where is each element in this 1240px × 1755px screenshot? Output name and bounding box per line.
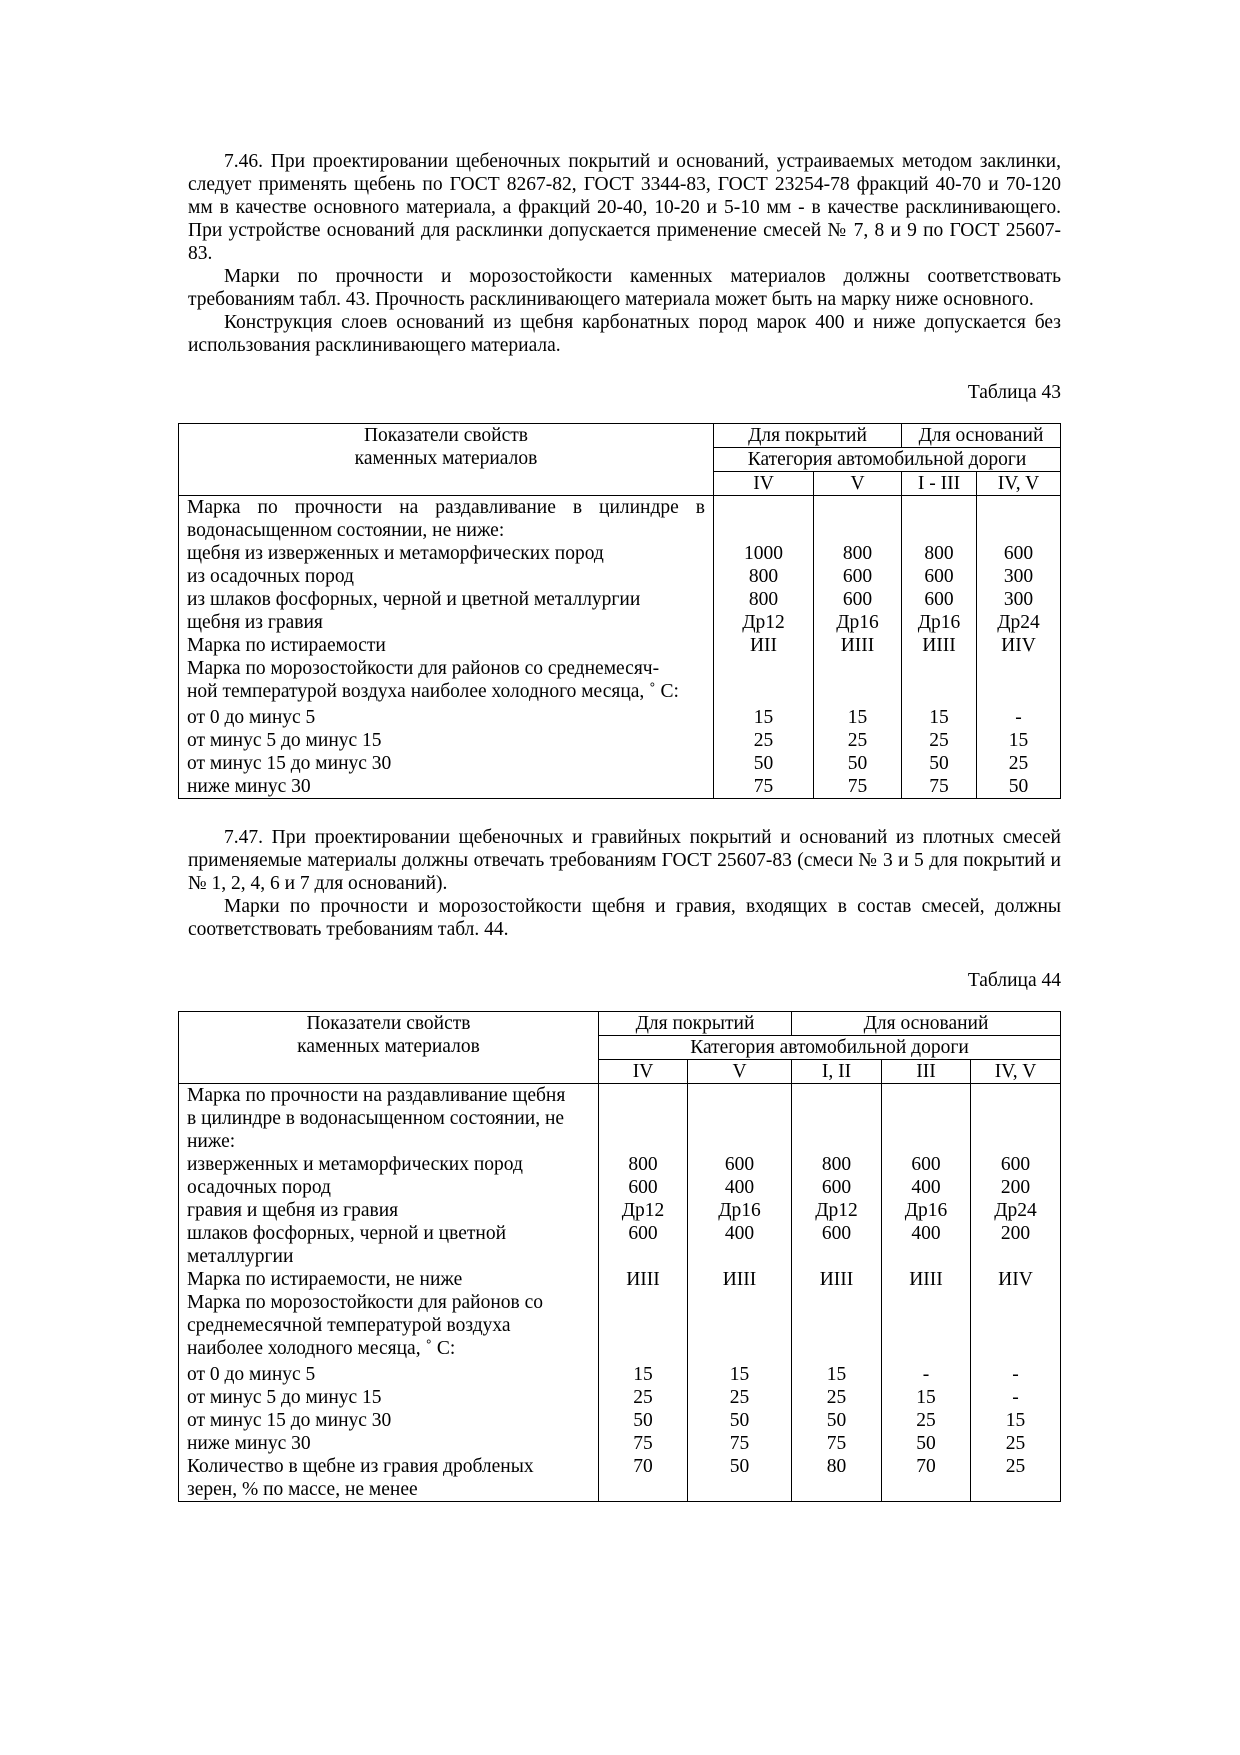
table-cell: 25 xyxy=(916,1410,936,1431)
column-header-category: III xyxy=(882,1060,971,1084)
table-cell: 50 xyxy=(729,1456,750,1477)
table-cell: 300 xyxy=(1003,589,1034,610)
row-label: изверженных и метаморфических пород xyxy=(187,1154,523,1175)
row-label: гравия и щебня из гравия xyxy=(187,1200,399,1221)
table-cell: 400 xyxy=(724,1223,755,1244)
row-label: из осадочных пород xyxy=(187,566,354,587)
row-label: металлургии xyxy=(187,1246,294,1267)
table-cell: ИIII xyxy=(722,1269,757,1290)
table-cell: 50 xyxy=(633,1410,653,1431)
table-cell xyxy=(977,519,1060,542)
table-cell: 70 xyxy=(916,1456,936,1477)
table-cell: 800 xyxy=(842,543,873,564)
table-cell: 15 xyxy=(847,707,868,728)
header-properties: Показатели свойств каменных материалов xyxy=(179,424,714,496)
row-label: зерен, % по массе, не менее xyxy=(187,1479,418,1500)
table-cell: - xyxy=(922,1364,930,1385)
table-cell: Др24 xyxy=(997,612,1040,633)
header-road-category: Категория автомобильной дороги xyxy=(599,1036,1061,1060)
table-cell: 600 xyxy=(1003,543,1034,564)
row-label: водонасыщенном состоянии, не ниже: xyxy=(187,520,505,541)
table-cell: 50 xyxy=(729,1410,750,1431)
table-cell xyxy=(688,1337,791,1363)
row-label: от минус 5 до минус 15 xyxy=(187,730,382,751)
table-cell xyxy=(814,519,901,542)
table-cell: 600 xyxy=(911,1154,941,1175)
table-cell xyxy=(814,657,901,680)
value-column xyxy=(977,496,1061,799)
row-label: Марка по прочности на раздавливание щебня xyxy=(187,1085,566,1106)
table-cell: Др12 xyxy=(742,612,785,633)
header-for-bases: Для оснований xyxy=(792,1012,1061,1036)
table-cell: Др16 xyxy=(917,612,961,633)
row-label: щебня из гравия xyxy=(187,612,323,633)
table-cell xyxy=(977,680,1060,706)
row-label: от 0 до минус 5 xyxy=(187,707,316,728)
row-labels xyxy=(179,496,714,799)
row-label: от минус 5 до минус 15 xyxy=(187,1387,382,1408)
column-header-category: I, II xyxy=(792,1060,882,1084)
table-cell: 15 xyxy=(826,1364,847,1385)
table-43 xyxy=(178,423,1061,799)
table-cell xyxy=(688,1130,791,1153)
column-header-category: I - III xyxy=(902,472,977,496)
table-cell: 25 xyxy=(1005,1433,1026,1454)
table-cell: ИIII xyxy=(922,635,956,656)
table-cell: 50 xyxy=(826,1410,847,1431)
table-43-caption: Таблица 43 xyxy=(967,382,1061,403)
table-cell xyxy=(688,1107,791,1130)
row-label: среднемесячной температурой воздуха xyxy=(187,1315,511,1336)
header-road-category: Категория автомобильной дороги xyxy=(714,448,1061,472)
table-cell: 15 xyxy=(729,1364,750,1385)
table-cell: ИIII xyxy=(840,635,875,656)
table-cell xyxy=(977,496,1060,519)
column-header-category: IV xyxy=(714,472,814,496)
table-cell: 15 xyxy=(929,707,949,728)
table-cell: ИIII xyxy=(909,1269,943,1290)
row-label: в цилиндре в водонасыщенном состоянии, не xyxy=(187,1108,565,1129)
table-cell xyxy=(792,1107,881,1130)
row-label: Марка по морозостойкости для районов со xyxy=(187,1292,543,1313)
table-cell xyxy=(971,1314,1060,1337)
table-cell: 600 xyxy=(628,1223,658,1244)
table-cell: - xyxy=(1012,1387,1019,1408)
table-cell: 600 xyxy=(1000,1154,1031,1175)
table-cell xyxy=(714,680,813,706)
table-cell: 75 xyxy=(847,776,868,797)
row-label: из шлаков фосфорных, черной и цветной металлургии xyxy=(187,589,641,610)
table-cell xyxy=(714,496,813,519)
table-cell: 75 xyxy=(753,776,774,797)
paragraph-7-46-construction: Конструкция слоев оснований из щебня карбонатных пород марок 400 и ниже допускается без использования расклинивающего материала. xyxy=(188,312,1061,356)
row-label: Количество в щебне из гравия дробленых xyxy=(187,1456,534,1477)
paragraph-7-46-marks: Марки по прочности и морозостойкости каменных материалов должны соответствовать требованиям табл. 43. Прочность расклинивающего материала может быть на марку ниже основного. xyxy=(188,266,1061,310)
table-cell xyxy=(814,496,901,519)
table-cell xyxy=(882,1084,970,1107)
table-cell: 15 xyxy=(753,707,774,728)
table-cell: 400 xyxy=(724,1177,755,1198)
table-cell: 200 xyxy=(1000,1223,1031,1244)
table-cell: 75 xyxy=(826,1433,847,1454)
table-cell: Др12 xyxy=(621,1200,665,1221)
table-cell: 25 xyxy=(929,730,949,751)
table-cell xyxy=(792,1245,881,1268)
table-cell: Др12 xyxy=(815,1200,858,1221)
value-column xyxy=(882,1084,971,1502)
table-cell: 15 xyxy=(916,1387,936,1408)
document-body xyxy=(188,150,1061,1502)
table-44 xyxy=(178,1011,1061,1502)
table-cell xyxy=(599,1314,687,1337)
paragraph-7-47-marks: Марки по прочности и морозостойкости щебня и гравия, входящих в состав смесей, должны соответствовать требованиям табл. 44. xyxy=(188,896,1061,940)
table-cell: 50 xyxy=(929,753,949,774)
table-cell: 15 xyxy=(1005,1410,1026,1431)
table-cell xyxy=(882,1107,970,1130)
table-cell xyxy=(971,1084,1060,1107)
table-cell: Др16 xyxy=(836,612,879,633)
row-label: Марка по морозостойкости для районов со среднемесяч- xyxy=(187,658,660,679)
header-for-coverings: Для покрытий xyxy=(714,424,902,448)
table-cell: 50 xyxy=(1008,776,1029,797)
row-labels xyxy=(179,1084,599,1502)
column-header-category: IV xyxy=(599,1060,688,1084)
table-cell: 600 xyxy=(628,1177,658,1198)
table-cell: 600 xyxy=(821,1177,852,1198)
table-cell: 80 xyxy=(826,1456,847,1477)
table-cell: 800 xyxy=(748,589,779,610)
header-properties: Показатели свойств каменных материалов xyxy=(179,1012,599,1084)
table-cell: 75 xyxy=(929,776,949,797)
table-cell xyxy=(971,1107,1060,1130)
table-cell xyxy=(792,1130,881,1153)
table-cell: 25 xyxy=(633,1387,653,1408)
paragraph-7-47: 7.47. При проектировании щебеночных и гравийных покрытий и оснований из плотных смесей применяемые материалы должны отвечать требованиям ГОСТ 25607-83 (смеси № 3 и 5 для покрытий и № 1, 2, 4, 6 и 7 для оснований). xyxy=(188,827,1061,894)
table-cell: 600 xyxy=(821,1223,852,1244)
value-column xyxy=(902,496,977,799)
table-cell xyxy=(714,657,813,680)
table-cell: 300 xyxy=(1003,566,1034,587)
table-cell xyxy=(599,1130,687,1153)
paragraph-7-46: 7.46. При проектировании щебеночных покрытий и оснований, устраиваемых методом заклинки, следует применять щебень по ГОСТ 8267-82, ГОСТ 3344-83, ГОСТ 23254-78 фракций 40-70 и 70-120 мм в качестве основного материала, а фракций 20-40, 10-20 и 5-10 мм - в качестве расклинивающего. При устройстве оснований для расклинки допускается применение смесей № 7, 8 и 9 по ГОСТ 25607-83. xyxy=(188,151,1061,264)
table-cell: - xyxy=(1012,1364,1019,1385)
table-cell: ИIV xyxy=(998,1269,1033,1290)
table-cell: 70 xyxy=(633,1456,653,1477)
table-cell: Др16 xyxy=(904,1200,948,1221)
table-cell: 800 xyxy=(628,1154,658,1175)
table-cell: Др16 xyxy=(718,1200,761,1221)
table-cell xyxy=(971,1337,1060,1363)
table-44-caption: Таблица 44 xyxy=(967,970,1061,991)
table-cell: 25 xyxy=(1008,753,1029,774)
header-for-coverings: Для покрытий xyxy=(599,1012,792,1036)
table-cell xyxy=(599,1337,687,1363)
table-cell xyxy=(814,680,901,706)
table-cell: 25 xyxy=(1005,1456,1026,1477)
row-label: наиболее холодного месяца, ˚ С: xyxy=(187,1338,456,1359)
table-cell xyxy=(599,1107,687,1130)
table-cell xyxy=(971,1130,1060,1153)
table-cell xyxy=(688,1245,791,1268)
row-label: от 0 до минус 5 xyxy=(187,1364,316,1385)
value-column xyxy=(599,1084,688,1502)
row-label: ной температурой воздуха наиболее холодного месяца, ˚ С: xyxy=(187,681,679,702)
table-cell: ИIII xyxy=(626,1269,660,1290)
table-cell xyxy=(792,1084,881,1107)
table-cell: 600 xyxy=(842,566,873,587)
value-column xyxy=(814,496,902,799)
table-cell: 400 xyxy=(911,1223,941,1244)
table-cell: 50 xyxy=(916,1433,936,1454)
table-cell xyxy=(971,1478,1060,1501)
column-header-category: V xyxy=(688,1060,792,1084)
table-cell xyxy=(902,496,976,519)
table-cell xyxy=(688,1291,791,1314)
table-cell xyxy=(688,1084,791,1107)
table-cell: 50 xyxy=(753,753,774,774)
table-cell: ИII xyxy=(749,635,778,656)
table-cell: ИIV xyxy=(1001,635,1036,656)
table-cell xyxy=(882,1337,970,1363)
table-cell xyxy=(882,1130,970,1153)
table-cell xyxy=(971,1245,1060,1268)
table-cell xyxy=(599,1478,687,1501)
table-cell xyxy=(792,1291,881,1314)
row-label: Марка по истираемости xyxy=(187,635,386,656)
table-cell: - xyxy=(1015,707,1022,728)
table-cell: 75 xyxy=(633,1433,653,1454)
table-cell xyxy=(599,1245,687,1268)
column-header-category: IV, V xyxy=(971,1060,1061,1084)
table-cell: 600 xyxy=(842,589,873,610)
table-cell xyxy=(599,1291,687,1314)
row-label: осадочных пород xyxy=(187,1177,331,1198)
row-label: от минус 15 до минус 30 xyxy=(187,1410,392,1431)
table-cell xyxy=(882,1314,970,1337)
value-column xyxy=(714,496,814,799)
table-cell: 800 xyxy=(821,1154,852,1175)
table-cell: 25 xyxy=(753,730,774,751)
table-cell: 600 xyxy=(924,566,954,587)
table-cell: 75 xyxy=(729,1433,750,1454)
value-column xyxy=(792,1084,882,1502)
row-label: ниже: xyxy=(187,1131,236,1152)
table-cell xyxy=(882,1291,970,1314)
header-for-bases: Для оснований xyxy=(902,424,1061,448)
table-cell xyxy=(688,1478,791,1501)
table-cell: 400 xyxy=(911,1177,941,1198)
table-cell xyxy=(792,1478,881,1501)
table-cell: ИIII xyxy=(819,1269,854,1290)
table-cell: 800 xyxy=(924,543,954,564)
column-header-category: IV, V xyxy=(977,472,1061,496)
table-cell: 50 xyxy=(847,753,868,774)
table-cell xyxy=(971,1291,1060,1314)
table-cell: 25 xyxy=(826,1387,847,1408)
row-label: ниже минус 30 xyxy=(187,1433,311,1454)
table-cell: 600 xyxy=(924,589,954,610)
table-cell: Др24 xyxy=(994,1200,1037,1221)
column-header-category: V xyxy=(814,472,902,496)
table-cell: 800 xyxy=(748,566,779,587)
table-cell: 25 xyxy=(847,730,868,751)
value-column xyxy=(688,1084,792,1502)
table-cell: 200 xyxy=(1000,1177,1031,1198)
table-cell xyxy=(792,1314,881,1337)
table-cell xyxy=(902,657,976,680)
row-label: Марка по прочности на раздавливание в цилиндре в xyxy=(187,497,705,518)
row-label: ниже минус 30 xyxy=(187,776,311,797)
table-cell xyxy=(688,1314,791,1337)
table-cell: 25 xyxy=(729,1387,750,1408)
table-cell xyxy=(714,519,813,542)
table-cell xyxy=(792,1337,881,1363)
row-label: щебня из изверженных и метаморфических пород xyxy=(187,543,604,564)
table-cell xyxy=(882,1245,970,1268)
row-label: Марка по истираемости, не ниже xyxy=(187,1269,463,1290)
row-label: шлаков фосфорных, черной и цветной xyxy=(187,1223,506,1244)
table-cell xyxy=(902,680,976,706)
table-cell: 1000 xyxy=(744,543,783,564)
table-cell: 600 xyxy=(724,1154,755,1175)
table-cell: 15 xyxy=(633,1364,653,1385)
table-cell xyxy=(882,1478,970,1501)
table-cell xyxy=(599,1084,687,1107)
table-cell: 15 xyxy=(1008,730,1029,751)
value-column xyxy=(971,1084,1061,1502)
table-cell xyxy=(902,519,976,542)
row-label: от минус 15 до минус 30 xyxy=(187,753,392,774)
table-cell xyxy=(977,657,1060,680)
